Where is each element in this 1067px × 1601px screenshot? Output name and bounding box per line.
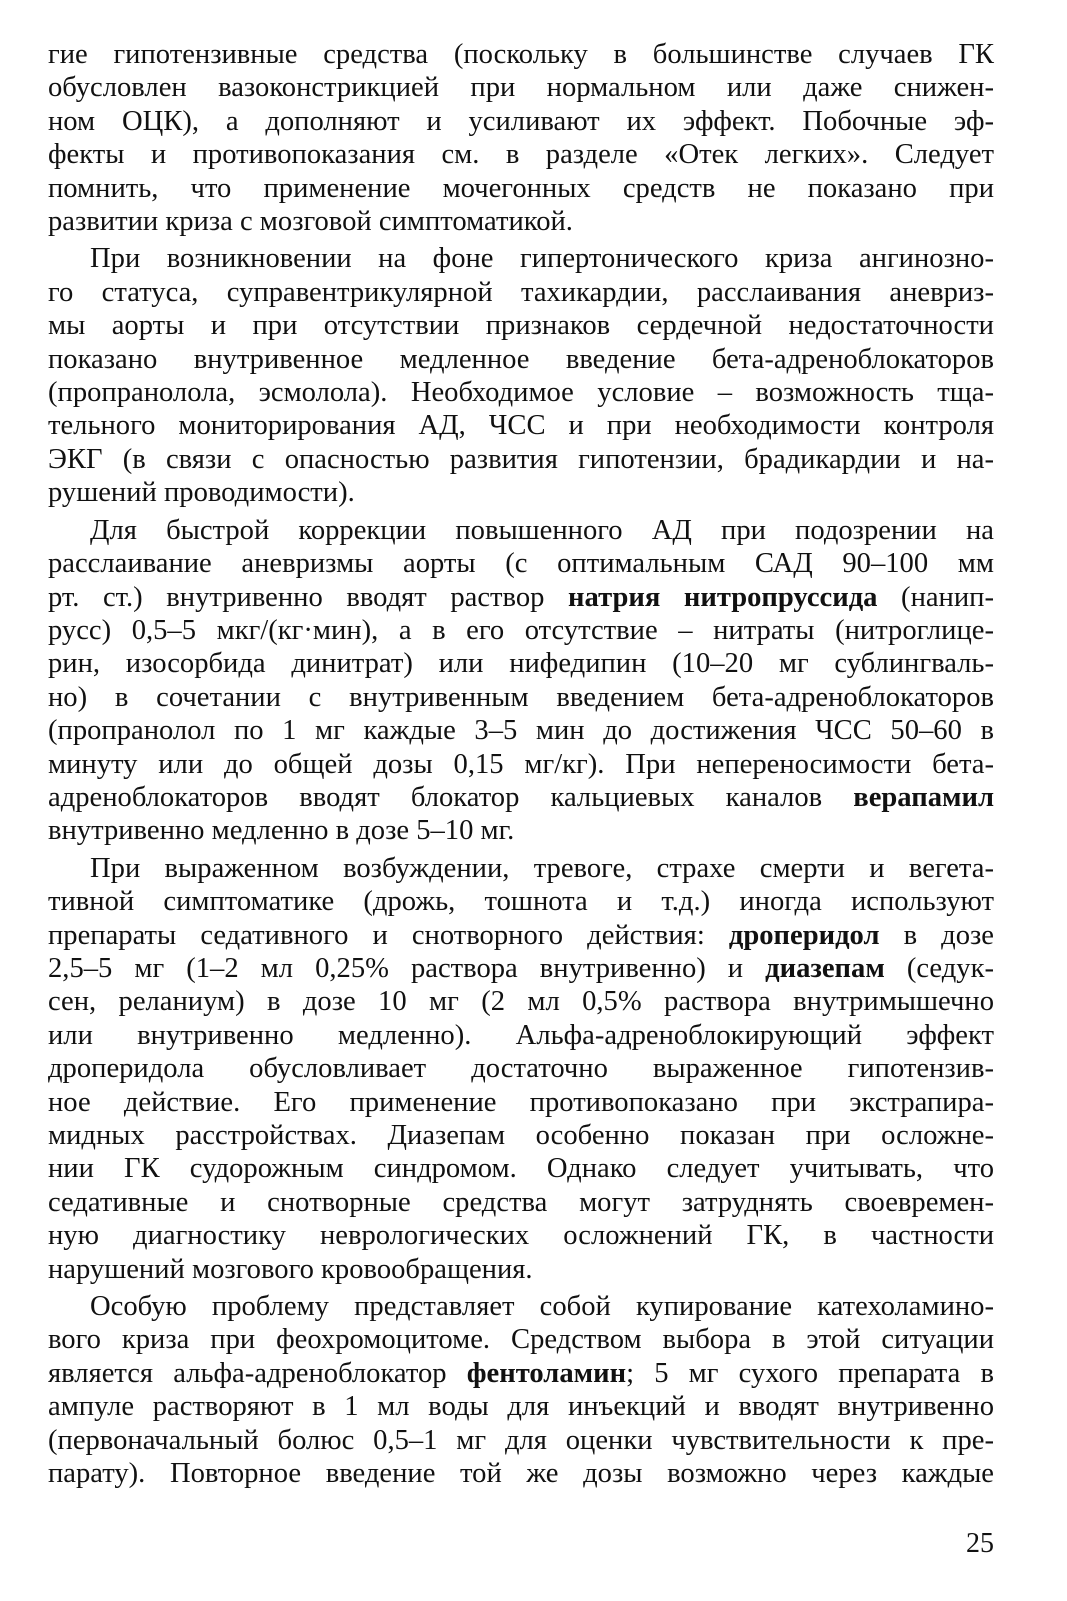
text-line: Особую проблему представляет собой купирование катехоламино- (90, 1291, 994, 1323)
text-line: нарушений мозгового кровообращения. (48, 1253, 533, 1285)
text-line (48, 919, 994, 952)
text-line: При возникновении на фоне гипертонического криза ангинозно- (90, 243, 994, 275)
text-line: внутривенно медленно в дозе 5–10 мг. (48, 815, 515, 847)
drug-name-sodium-nitroprusside: натрия нитропруссида (568, 581, 878, 613)
text-line: (пропранолол по 1 мг каждые 3–5 мин до достижения ЧСС 50–60 в (48, 715, 994, 747)
text-line: вого криза при феохромоцитоме. Средством выбора в этой ситуации (48, 1324, 994, 1356)
text-run: в дозе (879, 919, 994, 951)
text-line: минуту или до общей дозы 0,15 мг/кг). При непереносимости бета- (48, 748, 994, 780)
text-line: ном ОЦК), а дополняют и усиливают их эффект. Побочные эф- (48, 105, 994, 137)
text-line: гие гипотензивные средства (поскольку в большинстве случаев ГК (48, 39, 994, 70)
text-line: (первоначальный болюс 0,5–1 мг для оценки чувствительности к пре- (48, 1424, 994, 1456)
text-run: препараты седативного и снотворного действия: (48, 919, 729, 951)
text-line: (пропранолола, эсмолола). Необходимое условие – возможность тща- (48, 377, 994, 409)
text-line: ное действие. Его применение противопоказано при экстрапира- (48, 1086, 994, 1118)
text-line: расслаивание аневризмы аорты (с оптимальным САД 90–100 мм (48, 548, 994, 580)
text-run: 2,5–5 мг (1–2 мл 0,25% раствора внутривенно) и (48, 952, 766, 984)
text-line: рушений проводимости). (48, 477, 355, 509)
text-line: или внутривенно медленно). Альфа-адреноблокирующий эффект (48, 1019, 994, 1051)
text-line (48, 1357, 994, 1390)
text-line: го статуса, суправентрикулярной тахикардии, расслаивания аневриз- (48, 276, 994, 308)
text-line: мы аорты и при отсутствии признаков сердечной недостаточности (48, 310, 994, 342)
text-line: сен, реланиум) в дозе 10 мг (2 мл 0,5% раствора внутримышечно (48, 986, 994, 1018)
paragraph-4 (48, 852, 994, 1286)
paragraph-5 (48, 1290, 994, 1490)
text-line: фекты и противопоказания см. в разделе «Отек легких». Следует (48, 139, 994, 171)
drug-name-phentolamine: фентоламин (466, 1357, 627, 1389)
text-run: (нанип- (877, 581, 994, 613)
drug-name-verapamil: верапамил (853, 781, 994, 813)
text-line: дроперидола обусловливает достаточно выраженное гипотензив- (48, 1053, 994, 1085)
text-run: (седук- (884, 952, 994, 984)
text-line: рин, изосорбида динитрат) или нифедипин (10–20 мг сублингваль- (48, 648, 994, 680)
text-line: русс) 0,5–5 мкг/(кг·мин), а в его отсутствие – нитраты (нитроглице- (48, 614, 994, 646)
text-line: ЭКГ (в связи с опасностью развития гипотензии, брадикардии и на- (48, 443, 994, 475)
text-run: является альфа-адреноблокатор (48, 1357, 467, 1389)
paragraph-1 (48, 38, 994, 238)
text-line (48, 781, 994, 814)
text-line: седативные и снотворные средства могут затруднять своевремен- (48, 1186, 994, 1218)
text-line: Для быстрой коррекции повышенного АД при подозрении на (90, 514, 994, 546)
text-line (48, 952, 994, 985)
text-line: нии ГК судорожным синдромом. Однако следует учитывать, что (48, 1153, 994, 1185)
document-page (48, 38, 994, 1578)
text-line: При выраженном возбуждении, тревоге, страхе смерти и вегета- (90, 852, 994, 884)
text-run: адреноблокаторов вводят блокатор кальциевых каналов (48, 781, 854, 813)
drug-name-diazepam: диазепам (765, 952, 885, 984)
text-line: ную диагностику неврологических осложнений ГК, в частности (48, 1220, 994, 1252)
paragraph-3 (48, 514, 994, 848)
page-number: 25 (966, 1528, 994, 1559)
paragraph-2 (48, 242, 994, 509)
text-line: показано внутривенное медленное введение бета-адреноблокаторов (48, 343, 994, 375)
text-line: помнить, что применение мочегонных средств не показано при (48, 172, 994, 204)
text-line: парату). Повторное введение той же дозы возможно через каждые (48, 1458, 994, 1490)
text-line: тельного мониторирования АД, ЧСС и при необходимости контроля (48, 410, 994, 442)
text-line: развитии криза с мозговой симптоматикой. (48, 206, 573, 238)
text-line: ампуле растворяют в 1 мл воды для инъекций и вводят внутривенно (48, 1391, 994, 1423)
text-line (48, 581, 994, 614)
text-line: тивной симптоматике (дрожь, тошнота и т.д.) иногда используют (48, 886, 994, 918)
text-line: но) в сочетании с внутривенным введением бета-адреноблокаторов (48, 681, 994, 713)
drug-name-droperidol: дроперидол (728, 919, 880, 951)
text-run: ; 5 мг сухого препарата в (626, 1357, 994, 1389)
text-line: мидных расстройствах. Диазепам особенно показан при осложне- (48, 1120, 994, 1151)
text-run: рт. ст.) внутривенно вводят раствор (48, 581, 569, 613)
text-line: обусловлен вазоконстрикцией при нормальном или даже снижен- (48, 72, 994, 104)
